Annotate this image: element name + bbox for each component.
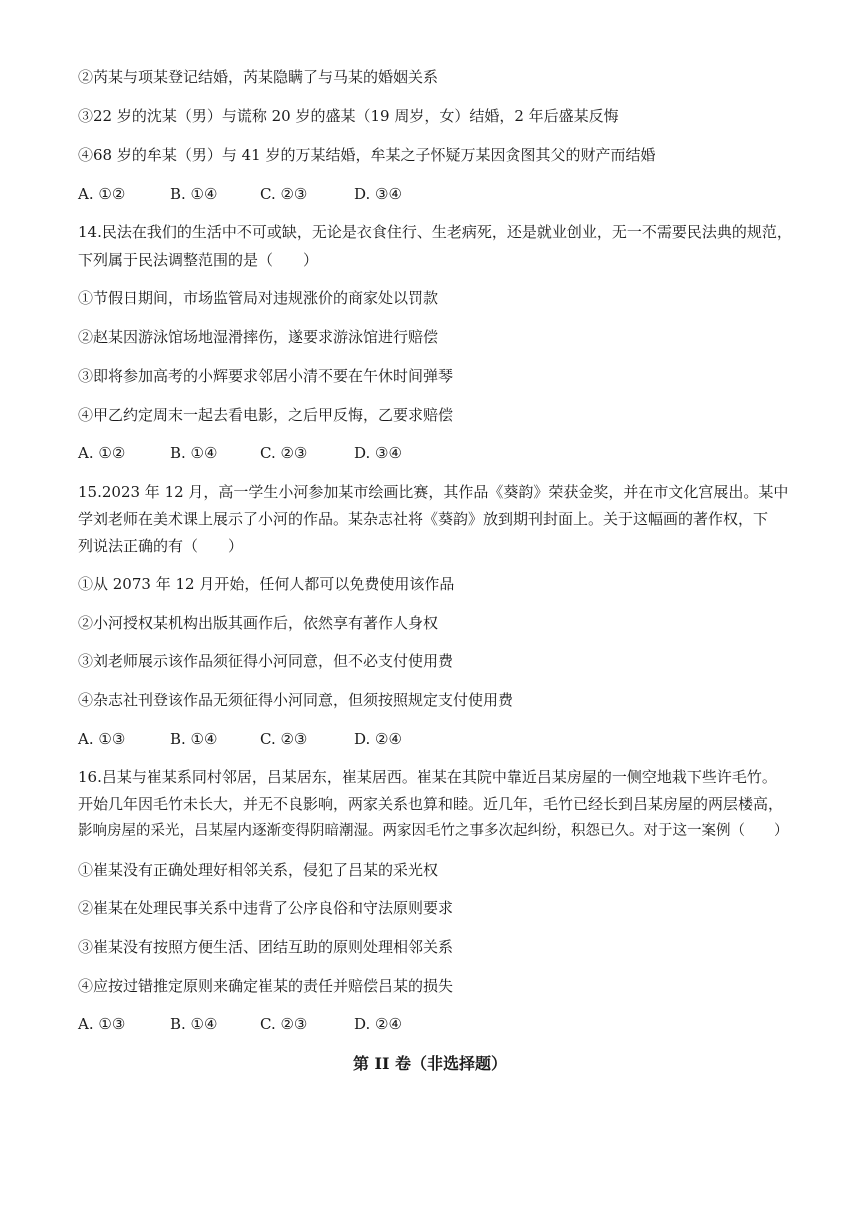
q14-option-a: A. ①② — [78, 444, 126, 462]
q14-item-3: ③即将参加高考的小辉要求邻居小清不要在午休时间弹琴 — [78, 367, 454, 385]
q15-item-2: ②小河授权某机构出版其画作后，依然享有著作人身权 — [78, 614, 439, 632]
q15-option-a: A. ①③ — [78, 730, 126, 748]
q13-option-d: D. ③④ — [354, 185, 402, 203]
q15-item-4: ④杂志社刊登该作品无须征得小河同意，但须按照规定支付使用费 — [78, 691, 514, 709]
q16-option-a: A. ①③ — [78, 1015, 126, 1033]
q14-stem-line-1: 14.民法在我们的生活中不可或缺，无论是衣食住行、生老病死，还是就业创业，无一不需要民法典的规范， — [78, 223, 792, 241]
q15-stem-line-1: 15.2023 年 12 月，高一学生小河参加某市绘画比赛，其作品《葵韵》荣获金奖，并在市文化宫展出。某中 — [78, 483, 789, 501]
q15-option-d: D. ②④ — [354, 730, 402, 748]
q15-options — [78, 728, 402, 750]
q16-item-4: ④应按过错推定原则来确定崔某的责任并赔偿吕某的损失 — [78, 977, 454, 995]
section-title: 第 II 卷（非选择题） — [352, 1054, 508, 1073]
q16-option-c: C. ②③ — [260, 1015, 308, 1033]
q13-item-3: ③22 岁的沈某（男）与谎称 20 岁的盛某（19 周岁，女）结婚，2 年后盛某反悔 — [78, 107, 619, 125]
q16-item-2: ②崔某在处理民事关系中违背了公序良俗和守法原则要求 — [78, 899, 454, 917]
q14-option-d: D. ③④ — [354, 444, 402, 462]
q16-stem-line-1: 16.吕某与崔某系同村邻居，吕某居东，崔某居西。崔某在其院中靠近吕某房屋的一侧空地栽下些许毛竹。 — [78, 768, 777, 786]
q16-item-1: ①崔某没有正确处理好相邻关系，侵犯了吕某的采光权 — [78, 861, 439, 879]
q15-option-c: C. ②③ — [260, 730, 308, 748]
q15-stem-line-3: 列说法正确的有（ ） — [78, 537, 244, 555]
q16-options — [78, 1013, 402, 1035]
q13-option-a: A. ①② — [78, 185, 126, 203]
q14-option-b: B. ①④ — [170, 444, 218, 462]
q13-option-c: C. ②③ — [260, 185, 308, 203]
q14-options — [78, 442, 402, 464]
q15-stem-line-2: 学刘老师在美术课上展示了小河的作品。某杂志社将《葵韵》放到期刊封面上。关于这幅画的著作权，下 — [78, 510, 769, 528]
q14-option-c: C. ②③ — [260, 444, 308, 462]
q15-item-1: ①从 2073 年 12 月开始，任何人都可以免费使用该作品 — [78, 575, 455, 593]
q13-option-b: B. ①④ — [170, 185, 218, 203]
q16-item-3: ③崔某没有按照方便生活、团结互助的原则处理相邻关系 — [78, 938, 454, 956]
q14-item-1: ①节假日期间，市场监管局对违规涨价的商家处以罚款 — [78, 289, 439, 307]
q13-item-4: ④68 岁的牟某（男）与 41 岁的万某结婚，牟某之子怀疑万某因贪图其父的财产而结婚 — [78, 146, 656, 164]
q14-item-4: ④甲乙约定周末一起去看电影，之后甲反悔，乙要求赔偿 — [78, 406, 454, 424]
q13-item-2: ②芮某与项某登记结婚，芮某隐瞒了与马某的婚姻关系 — [78, 68, 439, 86]
q16-stem-line-3: 影响房屋的采光，吕某屋内逐渐变得阴暗潮湿。两家因毛竹之事多次起纠纷，积怨已久。对于这一案例（ ） — [78, 823, 789, 839]
q14-stem-line-2: 下列属于民法调整范围的是（ ） — [78, 251, 319, 269]
q15-item-3: ③刘老师展示该作品须征得小河同意，但不必支付使用费 — [78, 652, 454, 670]
q16-option-b: B. ①④ — [170, 1015, 218, 1033]
q15-option-b: B. ①④ — [170, 730, 218, 748]
q13-options — [78, 183, 402, 205]
q14-item-2: ②赵某因游泳馆场地湿滑摔伤，遂要求游泳馆进行赔偿 — [78, 328, 439, 346]
q16-option-d: D. ②④ — [354, 1015, 402, 1033]
q16-stem-line-2: 开始几年因毛竹未长大，并无不良影响，两家关系也算和睦。近几年，毛竹已经长到吕某房屋的两层楼高， — [78, 795, 784, 813]
